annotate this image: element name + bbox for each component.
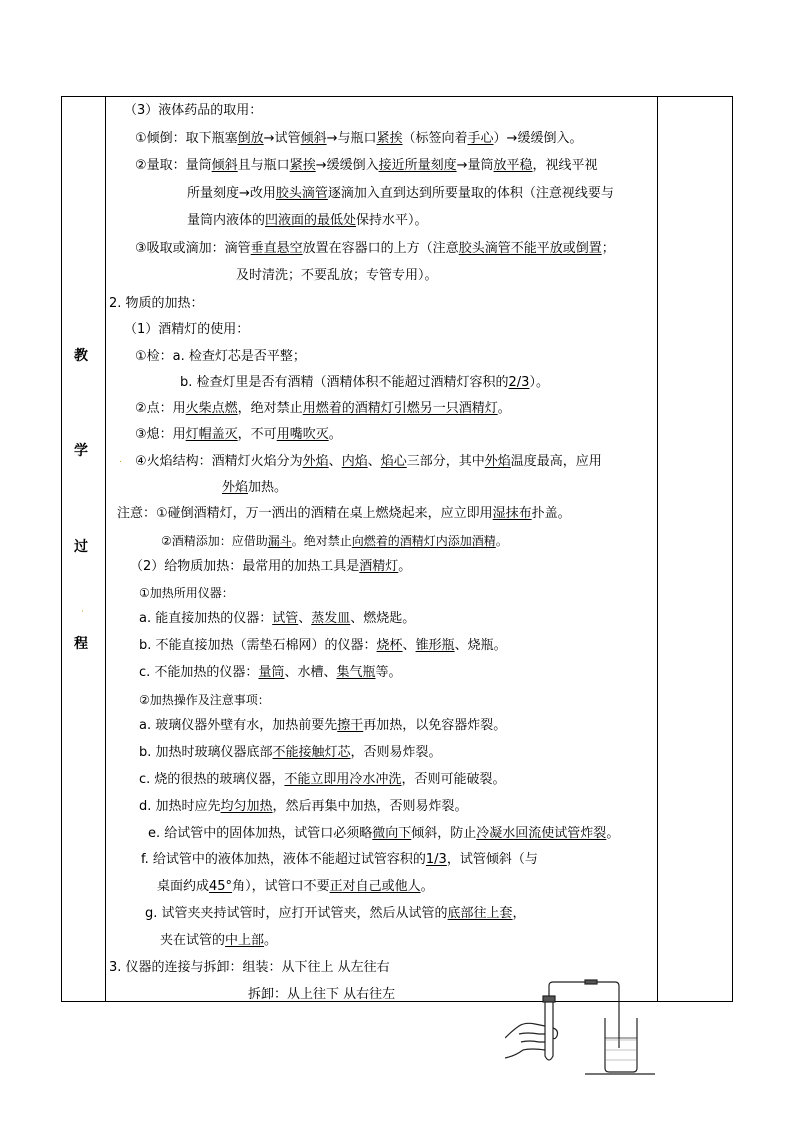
measure-line-1: ②量取：量筒倾斜且与瓶口紧挨→缓缓倒入接近所量刻度→量筒放平稳，视线平视 bbox=[135, 158, 598, 173]
check-line-a: ①检：a. 检查灯芯是否平整； bbox=[135, 349, 306, 364]
test-tube-icon bbox=[545, 1000, 553, 1060]
operation-line-g1: g. 试管夹夹持试管时，应打开试管夹，然后从试管的底部往上套， bbox=[145, 906, 526, 921]
lamp-heading: （1）酒精灯的使用： bbox=[124, 322, 250, 337]
disassemble-line: 拆卸：从上往下 从右往左 bbox=[248, 987, 396, 1002]
measure-line-3: 量筒内液体的凹液面的最低处保持水平）。 bbox=[187, 213, 428, 228]
light-line: ②点：用火柴点燃，绝对禁止用燃着的酒精灯引燃另一只酒精灯。 bbox=[135, 401, 511, 416]
operation-line-g2: 夹在试管的中上部。 bbox=[160, 933, 278, 948]
check-line-b: b. 检查灯里是否有酒精（酒精体积不能超过酒精灯容积的2/3）。 bbox=[180, 375, 549, 390]
hand-icon bbox=[505, 1023, 545, 1058]
pour-line: ①倾倒：取下瓶塞倒放→试管倾斜→与瓶口紧挨（标签向着手心）→缓缓倒入。 bbox=[135, 131, 583, 146]
operation-line-b: b. 加热时玻璃仪器底部不能接触灯芯，否则易炸裂。 bbox=[139, 745, 442, 760]
operation-line-e: e. 给试管中的固体加热，试管口必须略微向下倾斜，防止冷凝水回流使试管炸裂。 bbox=[148, 826, 620, 841]
instrument-line-c: c. 不能加热的仪器：量筒、水槽、集气瓶等。 bbox=[139, 665, 402, 680]
flame-line-2: 外焰加热。 bbox=[222, 480, 288, 495]
instrument-line-b: b. 不能直接加热（需垫石棉网）的仪器：烧杯、锥形瓶、烧瓶。 bbox=[139, 638, 507, 653]
section-liquid-heading: （3）液体药品的取用： bbox=[124, 103, 263, 118]
operation-line-a: a. 玻璃仪器外壁有水，加热前要先擦干再加热，以免容器炸裂。 bbox=[139, 718, 507, 733]
side-label-char: 学 bbox=[74, 443, 88, 459]
side-label-char: 程 bbox=[74, 636, 88, 652]
apparatus-illustration bbox=[505, 978, 660, 1078]
table-divider-left bbox=[105, 97, 106, 1001]
side-label-char: 教 bbox=[74, 348, 88, 364]
instrument-line-a: a. 能直接加热的仪器：试管、蒸发皿、燃烧匙。 bbox=[139, 611, 416, 626]
measure-line-2: 所量刻度→改用胶头滴管逐滴加入直到达到所要量取的体积（注意视线要与 bbox=[187, 186, 614, 201]
table-divider-right bbox=[657, 97, 658, 1001]
heat-heading: （2）给物质加热：最常用的加热工具是酒精灯。 bbox=[130, 559, 412, 574]
extinguish-line: ③熄：用灯帽盖灭，不可用嘴吹灭。 bbox=[135, 427, 342, 442]
instrument-heading: ①加热所用仪器： bbox=[139, 586, 234, 600]
note-line-2: ②酒精添加：应借助漏斗。绝对禁止向燃着的酒精灯内添加酒精。 bbox=[161, 534, 508, 548]
operation-line-c: c. 烧的很热的玻璃仪器，不能立即用冷水冲洗，否则可能破裂。 bbox=[139, 772, 506, 787]
stray-dot: · bbox=[81, 607, 84, 617]
note-line-1: 注意：①碰倒酒精灯，万一洒出的酒精在桌上燃烧起来，应立即用湿抹布扑盖。 bbox=[117, 506, 571, 521]
stray-dot: . bbox=[119, 455, 122, 465]
operation-line-d: d. 加热时应先均匀加热，然后再集中加热，否则易炸裂。 bbox=[139, 799, 468, 814]
section-connect-heading: 3. 仪器的连接与拆卸：组装：从下往上 从左往右 bbox=[109, 960, 390, 975]
operation-line-f2: 桌面约成45°角），试管口不要正对自己或他人。 bbox=[157, 879, 434, 894]
drop-line-1: ③吸取或滴加：滴管垂直悬空放置在容器口的上方（注意胶头滴管不能平放或倒置； bbox=[135, 241, 615, 256]
section-heating-heading: 2. 物质的加热： bbox=[109, 296, 204, 311]
flame-line-1: ④火焰结构：酒精灯火焰分为外焰、内焰、焰心三部分，其中外焰温度最高，应用 bbox=[135, 454, 602, 469]
operation-heading: ②加热操作及注意事项： bbox=[139, 693, 270, 707]
side-label-char: 过 bbox=[74, 539, 88, 555]
drop-line-2: 及时清洗；不要乱放；专管专用）。 bbox=[236, 268, 438, 283]
operation-line-f1: f. 给试管中的液体加热，液体不能超过试管容积的1/3，试管倾斜（与 bbox=[141, 852, 538, 867]
beaker-icon bbox=[605, 1018, 637, 1072]
